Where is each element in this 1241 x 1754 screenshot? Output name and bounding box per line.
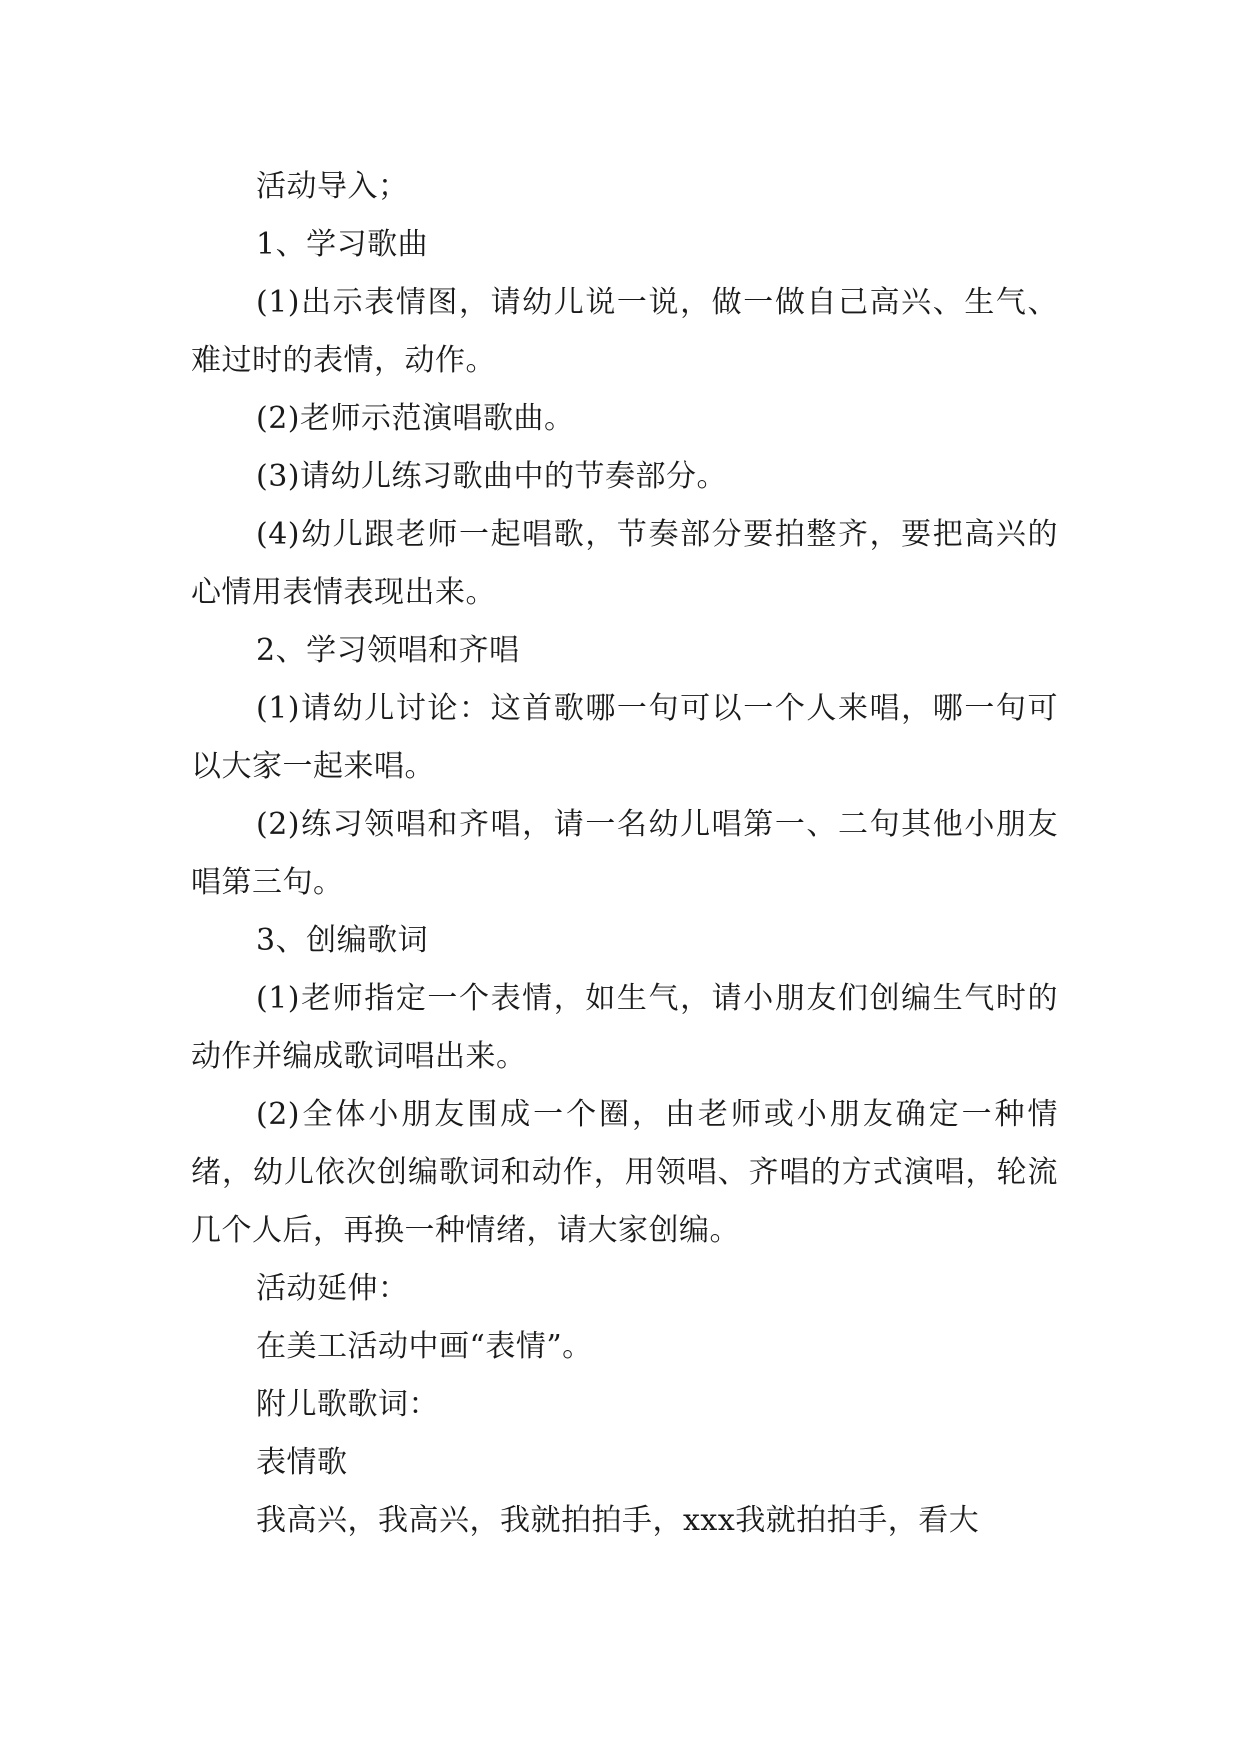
paragraph-step-3-1: (1)老师指定一个表情，如生气，请小朋友们创编生气时的动作并编成歌词唱出来。 [191,981,1058,1074]
song-lyrics-line: 我高兴，我高兴，我就拍拍手，xxx我就拍拍手，看大 [256,1503,980,1538]
paragraph-step-3-2: (2)全体小朋友围成一个圈，由老师或小朋友确定一种情绪，幼儿依次创编歌词和动作，用领唱、齐唱的方式演唱，轮流几个人后，再换一种情绪，请大家创编。 [191,1097,1058,1248]
paragraph-step-1-1: (1)出示表情图，请幼儿说一说，做一做自己高兴、生气、难过时的表情，动作。 [191,285,1058,378]
heading-lead-and-chorus: 2、学习领唱和齐唱 [256,633,520,668]
paragraph-step-1-3: (3)请幼儿练习歌曲中的节奏部分。 [256,459,727,494]
heading-learn-song: 1、学习歌曲 [256,227,429,262]
paragraph-step-2-1: (1)请幼儿讨论：这首歌哪一句可以一个人来唱，哪一句可以大家一起来唱。 [191,691,1058,784]
heading-create-lyrics: 3、创编歌词 [256,923,429,958]
song-title: 表情歌 [256,1445,348,1480]
document-body [191,158,1058,1550]
heading-song-lyrics: 附儿歌歌词： [256,1387,439,1422]
heading-activity-extension: 活动延伸： [256,1271,409,1306]
paragraph-activity-intro: 活动导入； [256,169,409,204]
paragraph-art-activity: 在美工活动中画“表情”。 [256,1329,593,1364]
paragraph-step-1-4: (4)幼儿跟老师一起唱歌，节奏部分要拍整齐，要把高兴的心情用表情表现出来。 [191,517,1058,610]
paragraph-step-2-2: (2)练习领唱和齐唱，请一名幼儿唱第一、二句其他小朋友唱第三句。 [191,807,1058,900]
paragraph-step-1-2: (2)老师示范演唱歌曲。 [256,401,575,436]
